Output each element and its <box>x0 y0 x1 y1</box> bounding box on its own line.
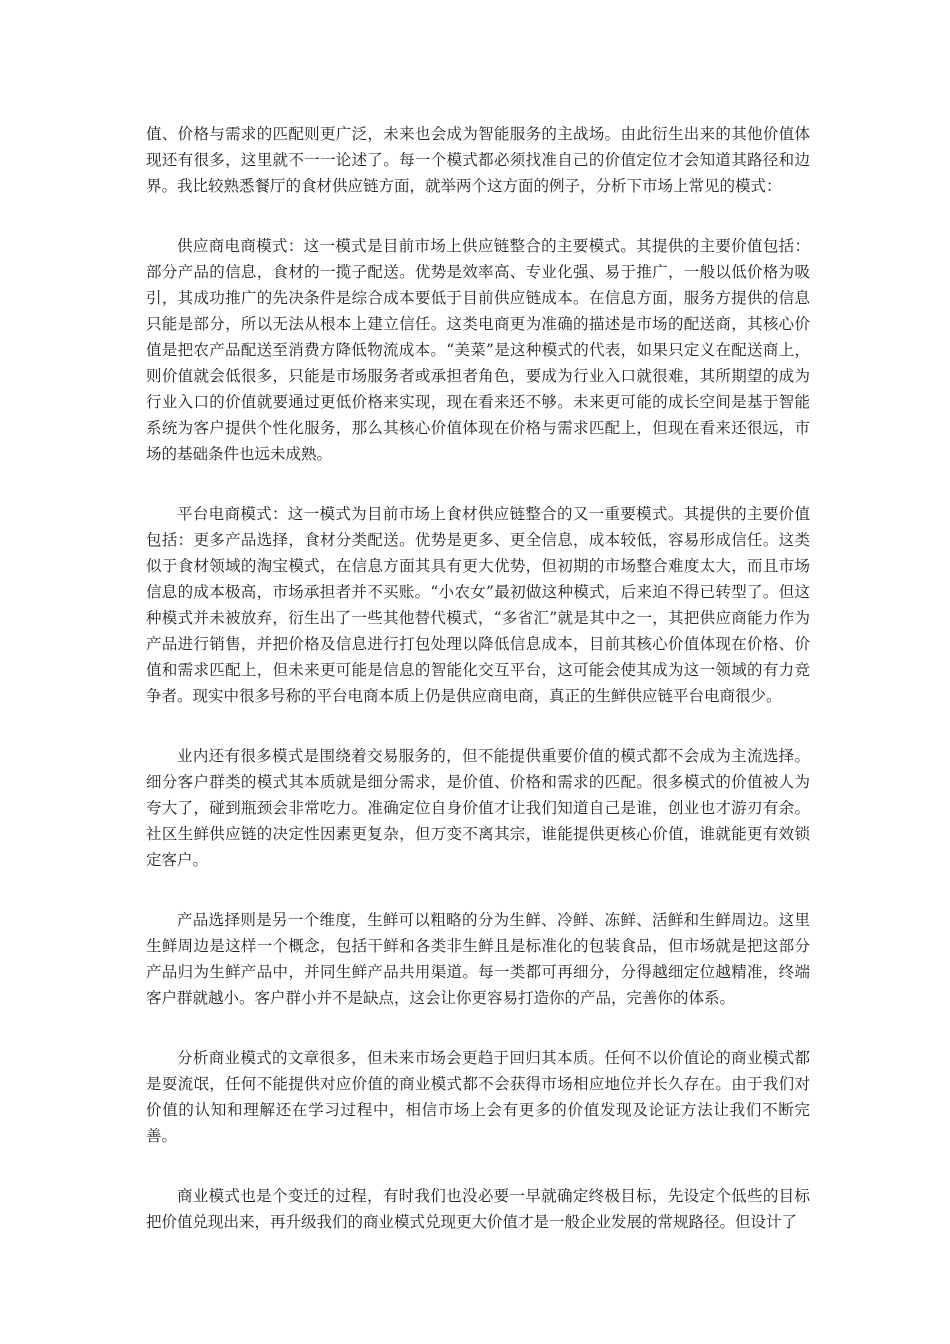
paragraph-industry-models: 业内还有很多模式是围绕着交易服务的，但不能提供重要价值的模式都不会成为主流选择。细分客户群类的模式其本质就是细分需求，是价值、价格和需求的匹配。很多模式的价值被人为夸大了，碰到瓶颈会非常吃力。准确定位自身价值才让我们知道自己是谁，创业也才游刃有余。社区生鲜供应链的决定性因素更复杂，但万变不离其宗，谁能提供更核心价值，谁就能更有效锁定客户。 <box>146 747 810 869</box>
paragraph-intro-continuation: 值、价格与需求的匹配则更广泛，未来也会成为智能服务的主战场。由此衍生出来的其他价值体现还有很多，这里就不一一论述了。每一个模式都必须找准自己的价值定位才会知道其路径和边界。我比较熟悉餐厅的食材供应链方面，就举两个这方面的例子，分析下市场上常见的模式： <box>146 125 810 195</box>
paragraph-business-model-analysis: 分析商业模式的文章很多，但未来市场会更趋于回归其本质。任何不以价值论的商业模式都是耍流氓，任何不能提供对应价值的商业模式都不会获得市场相应地位并长久存在。由于我们对价值的认知和理解还在学习过程中，相信市场上会有更多的价值发现及论证方法让我们不断完善。 <box>146 1049 810 1145</box>
paragraph-supplier-ecommerce: 供应商电商模式：这一模式是目前市场上供应链整合的主要模式。其提供的主要价值包括：部分产品的信息，食材的一揽子配送。优势是效率高、专业化强、易于推广，一般以低价格为吸引，其成功推广的先决条件是综合成本要低于目前供应链成本。在信息方面，服务方提供的信息只能是部分，所以无法从根本上建立信任。这类电商更为准确的描述是市场的配送商，其核心价值是把农产品配送至消费方降低物流成本。“美菜”是这种模式的代表，如果只定义在配送商上，则价值就会低很多，只能是市场服务者或承担者角色，要成为行业入口就很难，其所期望的成为行业入口的价值就要通过更低价格来实现，现在看来还不够。未来更可能的成长空间是基于智能系统为客户提供个性化服务，那么其核心价值体现在价格与需求匹配上，但现在看来还很远，市场的基础条件也远未成熟。 <box>146 237 810 463</box>
paragraph-business-model-evolution: 商业模式也是个变迁的过程，有时我们也没必要一早就确定终极目标，先设定个低些的目标把价值兑现出来，再升级我们的商业模式兑现更大价值才是一般企业发展的常规路径。但设计了 <box>146 1187 810 1231</box>
paragraph-platform-ecommerce: 平台电商模式：这一模式为目前市场上食材供应链整合的又一重要模式。其提供的主要价值包括：更多产品选择，食材分类配送。优势是更多、更全信息，成本较低，容易形成信任。这类似于食材领域的淘宝模式，在信息方面其具有更大优势，但初期的市场整合难度太大，而且市场信息的成本极高，市场承担者并不买账。“小农女”最初做这种模式，后来迫不得已转型了。但这种模式并未被放弃，衍生出了一些其他替代模式，“多省汇”就是其中之一，其把供应商能力作为产品进行销售，并把价格及信息进行打包处理以降低信息成本，目前其核心价值体现在价格、价值和需求匹配上，但未来更可能是信息的智能化交互平台，这可能会使其成为这一领域的有力竞争者。现实中很多号称的平台电商本质上仍是供应商电商，真正的生鲜供应链平台电商很少。 <box>146 505 810 705</box>
document-body <box>146 121 810 1269</box>
paragraph-product-selection: 产品选择则是另一个维度，生鲜可以粗略的分为生鲜、冷鲜、冻鲜、活鲜和生鲜周边。这里生鲜周边是这样一个概念，包括干鲜和各类非生鲜且是标准化的包装食品，但市场就是把这部分产品归为生鲜产品中，并同生鲜产品共用渠道。每一类都可再细分，分得越细定位越精准，终端客户群就越小。客户群小并不是缺点，这会让你更容易打造你的产品，完善你的体系。 <box>146 911 810 1007</box>
